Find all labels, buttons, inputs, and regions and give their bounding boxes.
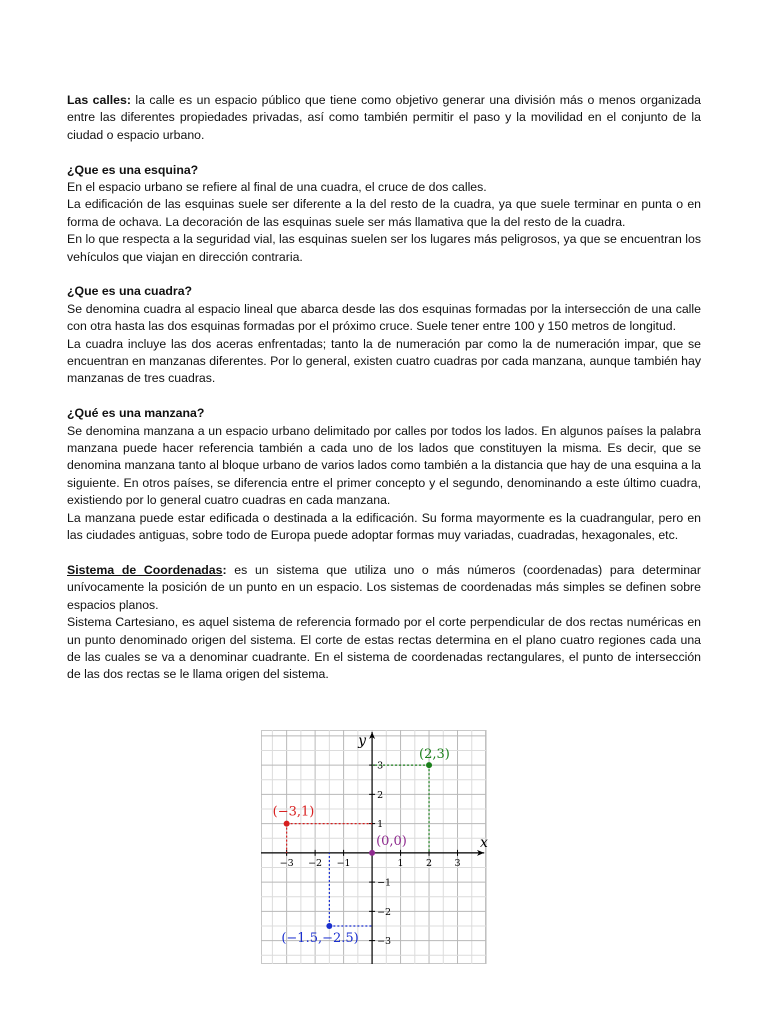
- text-coordenadas: es un sistema que utiliza uno o más números (coordenadas) para determinar unívocamente la posición de un punto en un espacio. Los sistemas de coordenadas más simples se definen sobre espacios planos.: [67, 562, 701, 612]
- cartesian-plane-figure: [261, 730, 486, 964]
- heading-cuadra: ¿Que es una cuadra?: [67, 284, 193, 299]
- cuadra-p2: La cuadra incluye las dos aceras enfrentadas; tanto la de numeración par como la de numeración impar, que se encuentran en manzanas diferentes. Por lo general, existen cuatro cuadras por cada manzana, aunque también hay manzanas de tres cuadras.: [67, 336, 701, 386]
- y-tick-label: 2: [377, 789, 384, 801]
- x-tick-label: −2: [308, 857, 323, 869]
- heading-colon: :: [222, 562, 227, 577]
- manzana-p2: La manzana puede estar edificada o destinada a la edificación. Su forma mayormente es la cuadrangular, pero en las ciudades antiguas, sobre todo de Europa puede adoptar formas muy variadas, cuadradas, hexagonales, etc.: [67, 510, 701, 543]
- esquina-p1: En el espacio urbano se refiere al final de una cuadra, el cruce de dos calles.: [67, 180, 487, 195]
- y-tick-label: −1: [377, 877, 392, 889]
- x-tick-label: 2: [426, 857, 433, 869]
- paragraph-calles: [67, 92, 701, 144]
- y-tick-label: 1: [377, 819, 384, 831]
- point-label: (2,3): [419, 747, 450, 763]
- heading-calles: Las calles:: [67, 93, 131, 107]
- document-body: [67, 92, 701, 684]
- x-tick-label: 1: [397, 857, 404, 869]
- x-tick-label: 3: [454, 857, 461, 869]
- cartesian-plane-chart: [261, 730, 486, 964]
- y-tick-label: −3: [377, 936, 392, 948]
- esquina-p2: La edificación de las esquinas suele ser diferente a la del resto de la cuadra, ya que suele terminar en punta o en forma de ochava. La decoración de las esquinas suele ser más llamativa que la del resto de la cuadra.: [67, 197, 701, 229]
- data-point: [284, 821, 290, 827]
- x-axis-label: x: [480, 834, 488, 851]
- data-point: [369, 850, 375, 856]
- y-axis-label: y: [358, 733, 366, 749]
- cuadra-p1: Se denomina cuadra al espacio lineal que abarca desde las dos esquinas formadas por la intersección de una calle con otra hasta las dos esquinas formadas por el próximo cruce. Suele tener entre 100 y 150 metros de longitud.: [67, 301, 701, 334]
- y-tick-label: −2: [377, 906, 392, 918]
- x-tick-label: −3: [279, 857, 294, 869]
- text-calles: la calle es un espacio público que tiene como objetivo generar una división más o menos organizada entre las diferentes propiedades privadas, así como también permitir el paso y la movilidad en el conjunto de la ciudad o espacio urbano.: [67, 93, 701, 142]
- paragraph-coordenadas: [67, 562, 701, 614]
- x-tick-label: −1: [336, 857, 351, 869]
- heading-manzana: ¿Qué es una manzana?: [67, 406, 205, 421]
- manzana-p1: Se denomina manzana a un espacio urbano delimitado por calles por todos los lados. En algunos países la palabra manzana puede hacer referencia también a cada uno de los lados que constituyen la misma. Es decir, que se denomina manzana tanto al bloque urbano de varios lados como también a la distancia que hay de una esquina a la siguiente. En otros países, se diferencia entre el primer concepto y el segundo, denominando a este último cuadra, existiendo por lo general cuatro cuadras en cada manzana.: [67, 423, 701, 508]
- heading-esquina: ¿Que es una esquina?: [67, 162, 199, 177]
- point-label: (−1.5,−2.5): [281, 930, 359, 946]
- heading-coordenadas: Sistema de Coordenadas: [67, 562, 223, 577]
- point-label: (−3,1): [272, 804, 315, 820]
- data-point: [326, 923, 332, 929]
- data-point: [426, 762, 432, 768]
- coordenadas-p2: Sistema Cartesiano, es aquel sistema de referencia formado por el corte perpendicular de dos rectas numéricas en un punto denominado origen del sistema. El corte de estas rectas determina en el plano cuatro regiones cada una de las cuales se va a denominar cuadrante. En el sistema de coordenadas rectangulares, el punto de intersección de las dos rectas se le llama origen del sistema.: [67, 615, 701, 682]
- esquina-p3: En lo que respecta a la seguridad vial, las esquinas suelen ser los lugares más peligrosos, ya que se encuentran los vehículos que viajan en dirección contraria.: [67, 232, 701, 264]
- point-label: (0,0): [376, 833, 407, 849]
- y-tick-label: 3: [377, 760, 384, 772]
